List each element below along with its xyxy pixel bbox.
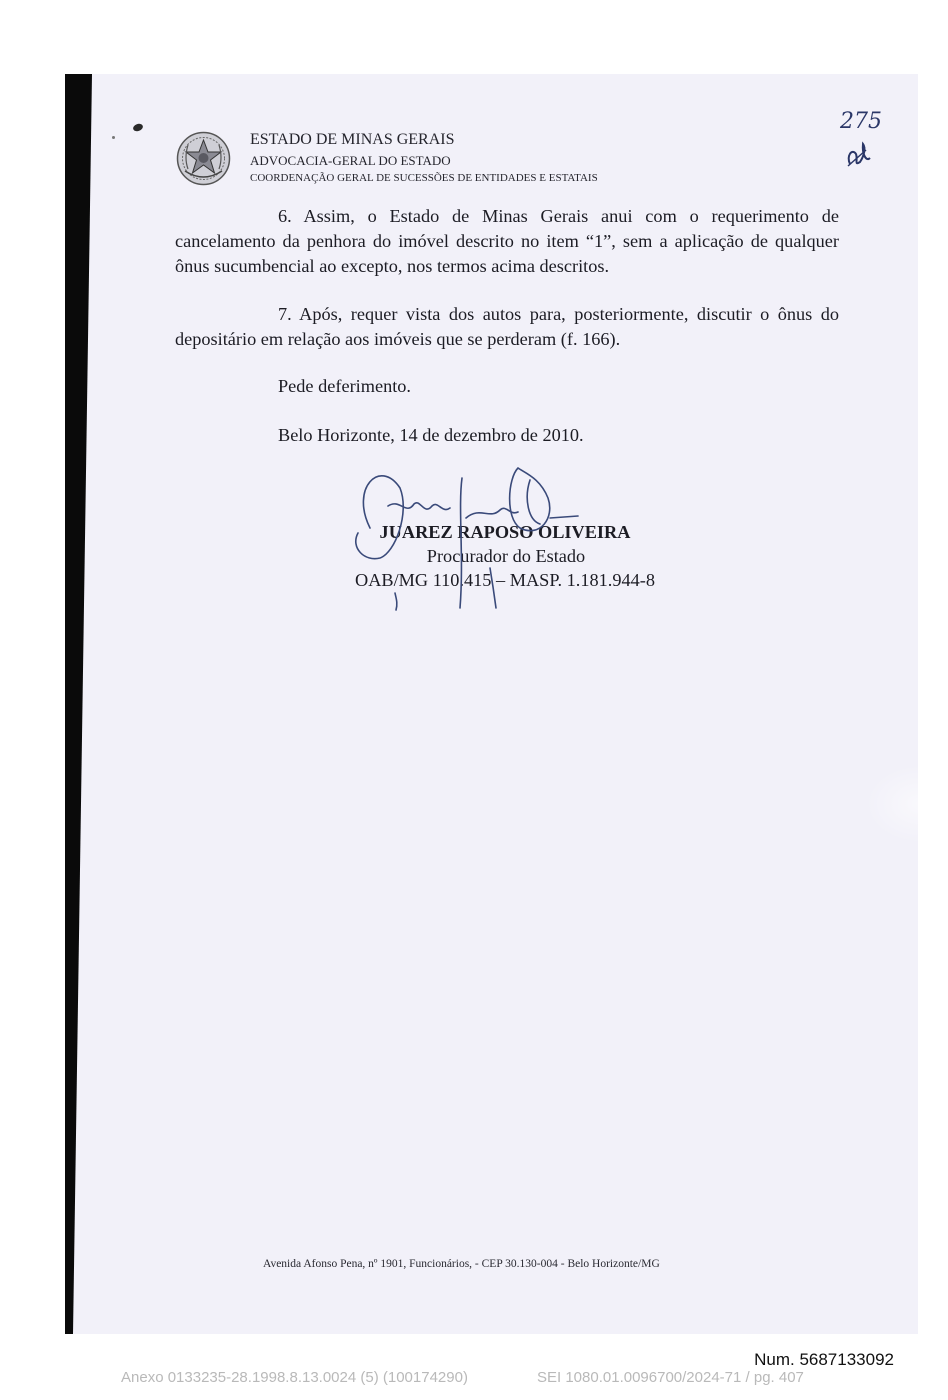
signer-name: JUAREZ RAPOSO OLIVEIRA <box>379 522 631 542</box>
signer-registration: OAB/MG 110.415 – MASP. 1.181.944-8 <box>355 570 655 590</box>
signer-role: Procurador do Estado <box>426 546 586 566</box>
page-mark-handwriting <box>836 102 892 172</box>
document-number: Num. 5687133092 <box>754 1350 894 1369</box>
letterhead-state: ESTADO DE MINAS GERAIS <box>250 131 455 148</box>
paragraph-7: 7. Após, requer vista dos autos para, posteriormente, discutir o ônus do depositário em relação aos imóveis que se perderam (f. 166). <box>175 304 839 349</box>
svg-text:275: 275 <box>840 109 882 134</box>
place-and-date: Belo Horizonte, 14 de dezembro de 2010. <box>278 425 584 445</box>
footer-address: Avenida Afonso Pena, nº 1901, Funcionários, - CEP 30.130-004 - Belo Horizonte/MG <box>263 1258 660 1270</box>
coat-of-arms-icon <box>176 131 231 186</box>
annex-reference: Anexo 0133235-28.1998.8.13.0024 (5) (100174290) <box>121 1369 468 1386</box>
sei-reference: SEI 1080.01.0096700/2024-71 / pg. 407 <box>537 1369 804 1386</box>
paper-stain <box>865 764 918 844</box>
closing-request: Pede deferimento. <box>278 376 411 396</box>
handwritten-signature <box>340 458 600 618</box>
scan-shadow-edge <box>65 74 92 1334</box>
letterhead-agency: ADVOCACIA-GERAL DO ESTADO <box>250 153 451 168</box>
ink-speck <box>112 136 115 139</box>
paragraph-6: 6. Assim, o Estado de Minas Gerais anui com o requerimento de cancelamento da penhora do imóvel descrito no item “1”, sem a aplicação de qualquer ônus sucumbencial ao excepto, nos termos acima descritos. <box>175 206 839 276</box>
letterhead-department: COORDENAÇÃO GERAL DE SUCESSÕES DE ENTIDADES E ESTATAIS <box>250 172 598 184</box>
